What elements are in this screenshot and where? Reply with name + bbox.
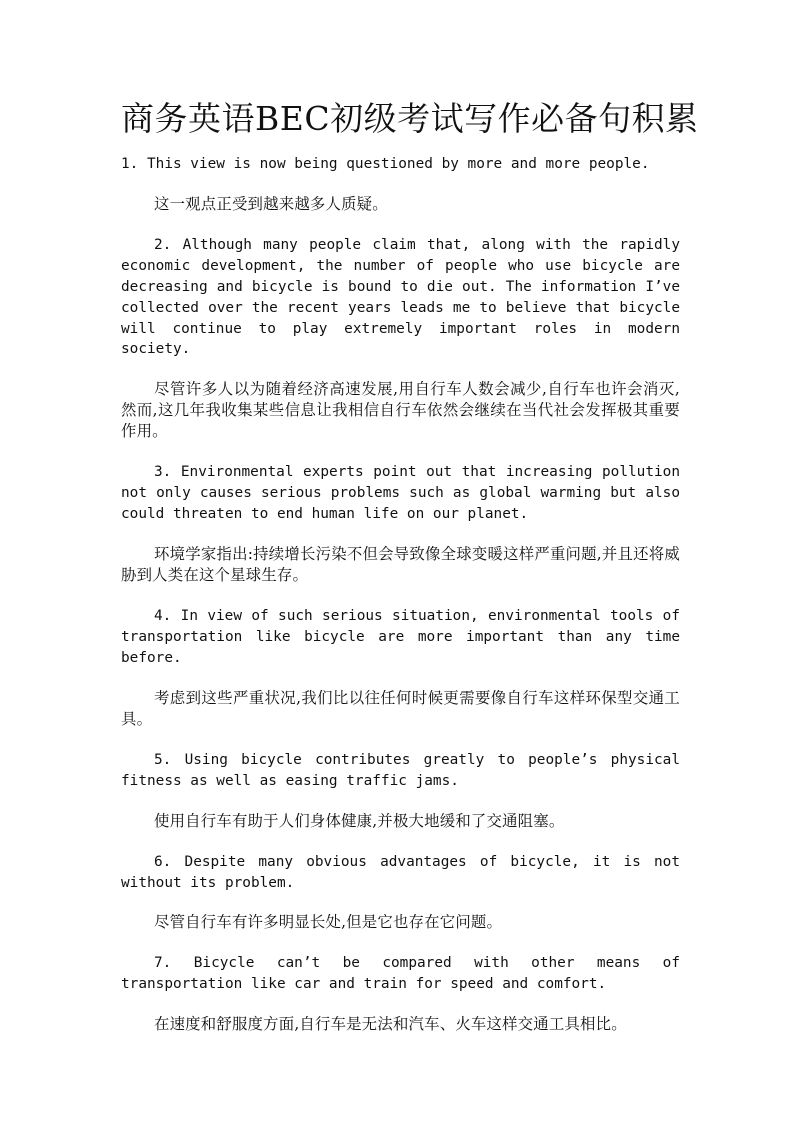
document-title: 商务英语BEC初级考试写作必备句积累 bbox=[121, 99, 699, 138]
sentence-entry bbox=[121, 750, 680, 852]
english-sentence: 5. Using bicycle contributes greatly to people’s physical fitness as well as easing traffic jams. bbox=[121, 751, 680, 789]
english-sentence: 2. Although many people claim that, along with the rapidly economic development, the number of people who use bicycle are decreasing and bicycle is bound to die out. The information I’ve collected over the recent years leads me to believe that bicycle will continue to play extremely important roles in modern society. bbox=[121, 236, 680, 358]
chinese-translation: 在速度和舒服度方面,自行车是无法和汽车、火车这样交通工具相比。 bbox=[154, 1015, 627, 1034]
english-sentence: 7. Bicycle can’t be compared with other means of transportation like car and train for speed and comfort. bbox=[121, 955, 680, 993]
english-sentence: 4. In view of such serious situation, environmental tools of transportation like bicycle are more important than any time before. bbox=[121, 608, 680, 666]
chinese-translation: 这一观点正受到越来越多人质疑。 bbox=[154, 194, 388, 213]
sentence-entry bbox=[121, 852, 680, 954]
chinese-translation: 尽管自行车有许多明显长处,但是它也存在它问题。 bbox=[154, 913, 503, 932]
english-sentence: 3. Environmental experts point out that increasing pollution not only causes serious problems such as global warming but also could threaten to end human life on our planet. bbox=[121, 464, 680, 523]
chinese-translation: 尽管许多人以为随着经济高速发展,用自行车人数会减少,自行车也许会消灭, 然而,这几年我收集某些信息让我相信自行车依然会继续在当代社会发挥极其重要作用。 bbox=[121, 380, 680, 441]
chinese-translation: 使用自行车有助于人们身体健康,并极大地缓和了交通阻塞。 bbox=[154, 811, 565, 830]
sentence-entry bbox=[121, 606, 680, 750]
sentence-entry bbox=[121, 154, 680, 235]
sentence-list bbox=[121, 154, 680, 1035]
chinese-translation: 环境学家指出:持续增长污染不但会导致像全球变暖这样严重问题,并且还将威胁到人类在这个星球生存。 bbox=[121, 545, 680, 585]
sentence-entry bbox=[121, 462, 680, 606]
sentence-entry bbox=[121, 235, 680, 462]
english-sentence: 6. Despite many obvious advantages of bicycle, it is not without its problem. bbox=[121, 853, 680, 891]
sentence-entry bbox=[121, 953, 680, 1035]
chinese-translation: 考虑到这些严重状况,我们比以往任何时候更需要像自行车这样环保型交通工具。 bbox=[121, 688, 680, 728]
english-sentence: 1. This view is now being questioned by more and more people. bbox=[121, 156, 650, 172]
